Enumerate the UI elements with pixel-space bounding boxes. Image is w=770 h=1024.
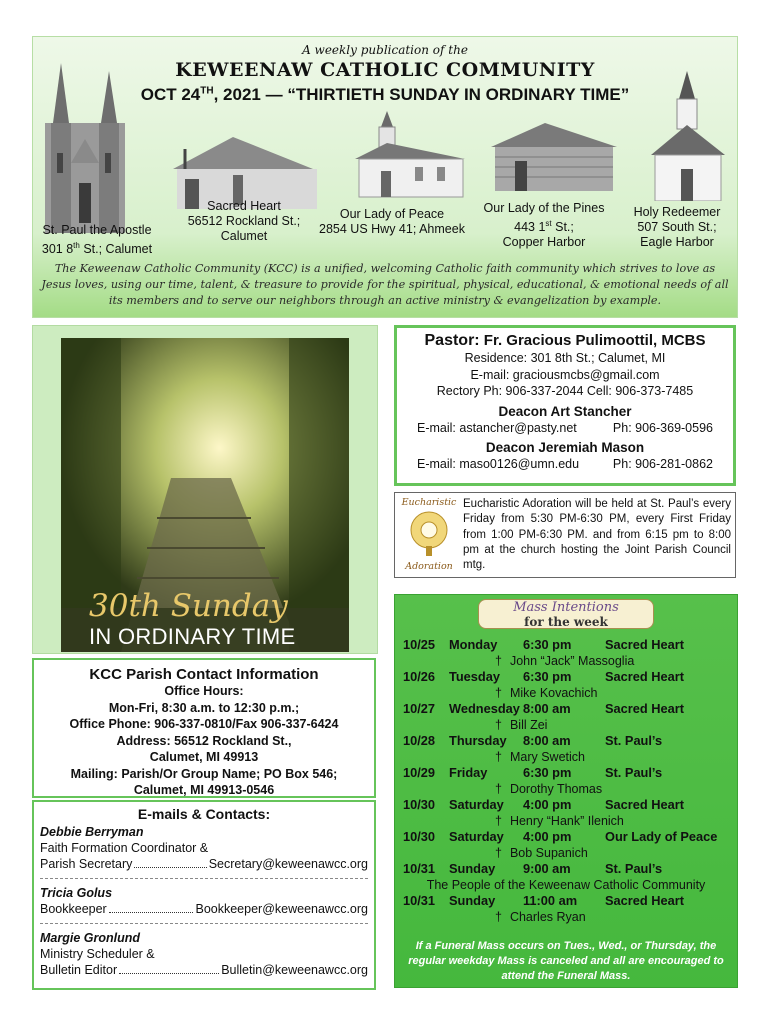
poster-title-caps: IN ORDINARY TIME	[89, 624, 296, 649]
mass-row: 10/25 Monday 6:30 pm Sacred Heart	[403, 637, 684, 652]
mass-list	[403, 637, 729, 925]
person-role: Faith Formation Coordinator &	[40, 841, 209, 855]
mass-intention: † Mary Swetich	[495, 750, 585, 764]
our-lady-of-peace-church-image	[345, 109, 471, 199]
mass-row: 10/31 Sunday 11:00 am Sacred Heart	[403, 893, 684, 908]
emails-title: E-mails & Contacts:	[137, 806, 271, 822]
contact-line: Mon-Fri, 8:30 a.m. to 12:30 p.m.;	[108, 700, 300, 715]
mass-row: 10/29 Friday 6:30 pm St. Paul’s	[403, 765, 663, 780]
mass-row: 10/30 Saturday 4:00 pm Our Lady of Peace	[403, 829, 718, 844]
mass-intentions-box	[394, 594, 738, 988]
pastor-phones: Rectory Ph: 906-337-2044 Cell: 906-373-7485	[436, 384, 694, 398]
poster-panel	[32, 325, 378, 654]
person-contact-line: Parish Secretary Secretary@keweenawcc.org	[40, 857, 368, 871]
divider	[40, 878, 368, 879]
mass-row: 10/26 Tuesday 6:30 pm Sacred Heart	[403, 669, 684, 684]
mass-row: 10/28 Thursday 8:00 am St. Paul’s	[403, 733, 663, 748]
deacon-contact: E-mail: maso0126@umn.edu Ph: 906-281-0862	[417, 456, 713, 471]
monstrance-icon: Eucharistic Adoration	[401, 497, 457, 572]
mass-intention: The People of the Keweenaw Catholic Community	[426, 878, 706, 892]
mass-intention: † Charles Ryan	[495, 910, 586, 924]
deacon-name: Deacon Art Stancher	[498, 403, 632, 419]
deacon-contact: E-mail: astancher@pasty.net Ph: 906-369-0596	[417, 420, 713, 435]
email-link[interactable]: Secretary@keweenawcc.org	[208, 857, 368, 871]
church-caption-holy-redeemer: Holy Redeemer 507 South St.; Eagle Harbor	[633, 205, 721, 249]
funeral-note: If a Funeral Mass occurs on Tues., Wed., or Thursday, the regular weekday Mass is canceled and all are encouraged to attend the Funeral Mass.	[408, 940, 724, 982]
person-name: Debbie Berryman	[40, 825, 144, 839]
church-caption-our-lady-of-peace: Our Lady of Peace 2854 US Hwy 41; Ahmeek	[319, 207, 465, 236]
mission-statement: The Keweenaw Catholic Community (KCC) is a unified, welcoming Catholic faith community which strives to love as Jesus loves, using our time, talent, & treasure to provide for the spiritual, physical, educational, & emotional needs of all its members and to serve our neighbors through an active ministry & evangelization by example.	[41, 262, 729, 307]
pastor-email[interactable]: E-mail: graciousmcbs@gmail.com	[470, 367, 660, 382]
mass-row: 10/31 Sunday 9:00 am St. Paul’s	[403, 861, 663, 876]
church-caption-our-lady-of-the-pines: Our Lady of the Pines 443 1st St.; Copper Harbor	[483, 201, 605, 250]
person-name: Margie Gronlund	[40, 931, 140, 945]
mass-intention: † Bob Supanich	[495, 846, 588, 860]
pastor-box	[394, 325, 736, 486]
church-caption-st-paul: St. Paul the Apostle 301 8th St.; Calumet	[41, 223, 153, 257]
divider	[40, 923, 368, 924]
person-role: Ministry Scheduler &	[40, 947, 155, 961]
contact-line: Office Hours:	[164, 684, 244, 698]
person-contact-line: Bookkeeper Bookkeeper@keweenawcc.org	[40, 902, 368, 916]
masthead-title: KEWEENAW CATHOLIC COMMUNITY	[175, 59, 595, 81]
publication-line: A weekly publication of the	[302, 43, 468, 57]
mass-intentions-banner: Mass Intentions for the week	[478, 599, 654, 629]
mass-row: 10/27 Wednesday 8:00 am Sacred Heart	[403, 701, 684, 716]
contact-title: KCC Parish Contact Information	[89, 666, 319, 683]
email-link[interactable]: Bulletin@keweenawcc.org	[221, 963, 368, 977]
pastor-residence: Residence: 301 8th St.; Calumet, MI	[464, 351, 666, 365]
pastor-heading: Pastor: Fr. Gracious Pulimoottil, MCBS	[424, 332, 706, 349]
contact-line: Mailing: Parish/Or Group Name; PO Box 546;	[70, 766, 338, 781]
person-name: Tricia Golus	[40, 886, 113, 900]
holy-redeemer-church-image	[645, 69, 731, 201]
our-lady-of-the-pines-church-image	[485, 117, 621, 193]
adoration-text: Eucharistic Adoration will be held at St. Paul’s every Friday from 5:30 PM-6:30 PM, every First Friday from 1:00 PM-6:30 PM. and from 6:15 pm to 8:00 pm at the church hosting the Joint Parish Council mtg.	[463, 498, 731, 572]
deacon-name: Deacon Jeremiah Mason	[485, 439, 645, 455]
mass-intention: † Mike Kovachich	[495, 686, 598, 700]
adoration-box	[394, 492, 736, 578]
contact-line: Calumet, MI 49913	[149, 750, 259, 764]
email-link[interactable]: Bookkeeper@keweenawcc.org	[195, 902, 368, 916]
mass-intention: † John “Jack” Massoglia	[495, 654, 635, 668]
poster-image	[61, 338, 349, 652]
contact-line: Address: 56512 Rockland St.,	[116, 733, 292, 748]
dateline: OCT 24TH, 2021 — “THIRTIETH SUNDAY IN ORDINARY TIME”	[140, 85, 630, 104]
mass-intention: † Henry “Hank” Ilenich	[495, 814, 624, 828]
poster-title-script: 30th Sunday	[89, 588, 288, 624]
contact-info-box	[32, 658, 376, 798]
st-paul-church-image	[39, 53, 131, 233]
person-contact-line: Bulletin Editor Bulletin@keweenawcc.org	[40, 963, 368, 977]
mass-row: 10/30 Saturday 4:00 pm Sacred Heart	[403, 797, 684, 812]
header-banner	[32, 36, 738, 318]
church-caption-sacred-heart: Sacred Heart 56512 Rockland St.; Calumet	[187, 199, 301, 243]
mass-intention: † Dorothy Thomas	[495, 782, 603, 796]
mass-intention: † Bill Zei	[495, 718, 548, 732]
contact-line: Office Phone: 906-337-0810/Fax 906-337-6424	[69, 717, 339, 731]
contact-line: Calumet, MI 49913-0546	[133, 783, 275, 797]
emails-contacts-box	[32, 800, 376, 990]
sacred-heart-church-image	[163, 129, 329, 209]
